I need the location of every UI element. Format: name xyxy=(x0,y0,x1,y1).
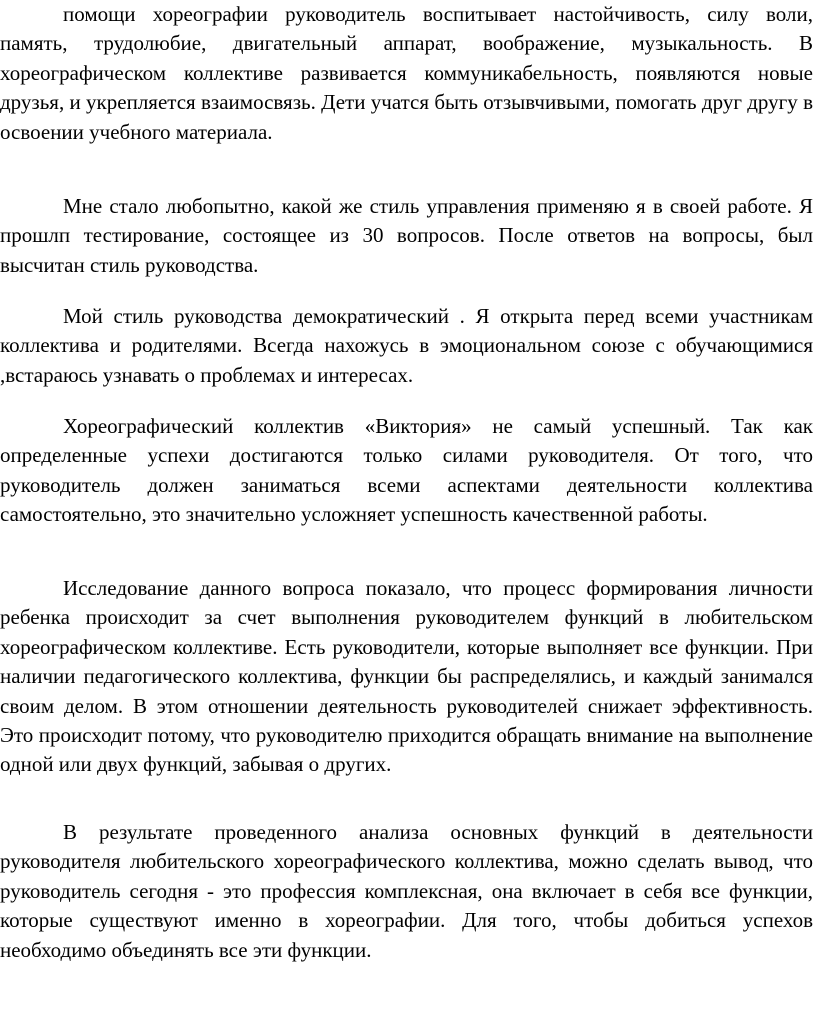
paragraph-1: помощи хореографии руководитель воспитывает настойчивость, силу воли, память, трудолюбие, двигательный аппарат, воображение, музыкальность. В хореографическом коллективе развивается коммуникабельность, появляются новые друзья, и укрепляется взаимосвязь. Дети учатся быть отзывчивыми, помогать друг другу в освоении учебного материала. xyxy=(0,2,813,144)
paragraph-3: Мой стиль руководства демократический . Я открыта перед всеми участникам коллектива и родителями. Всегда нахожусь в эмоциональном союзе с обучающимися ,встараюсь узнавать о проблемах и интересах. xyxy=(0,304,813,387)
paragraph-5: Исследование данного вопроса показало, что процесс формирования личности ребенка происходит за счет выполнения руководителем функций в любительском хореографическом коллективе. Есть руководители, которые выполняет все функции. При наличии педагогического коллектива, функции бы распределялись, и каждый занимался своим делом. В этом отношении деятельность руководителей снижает эффективность. Это происходит потому, что руководителю приходится обращать внимание на выполнение одной или двух функций, забывая о других. xyxy=(0,576,813,777)
paragraph-2: Мне стало любопытно, какой же стиль управления применяю я в своей работе. Я прошлп тестирование, состоящее из 30 вопросов. После ответов на вопросы, был высчитан стиль руководства. xyxy=(0,194,813,277)
paragraph-6: В результате проведенного анализа основных функций в деятельности руководителя любительского хореографического коллектива, можно сделать вывод, что руководитель сегодня - это профессия комплексная, она включает в себя все функции, которые существуют именно в хореографии. Для того, чтобы добиться успехов необходимо объединять все эти функции. xyxy=(0,820,813,962)
paragraph-4: Хореографический коллектив «Виктория» не самый успешный. Так как определенные успехи достигаются только силами руководителя. От того, что руководитель должен заниматься всеми аспектами деятельности коллектива самостоятельно, это значительно усложняет успешность качественной работы. xyxy=(0,414,813,527)
